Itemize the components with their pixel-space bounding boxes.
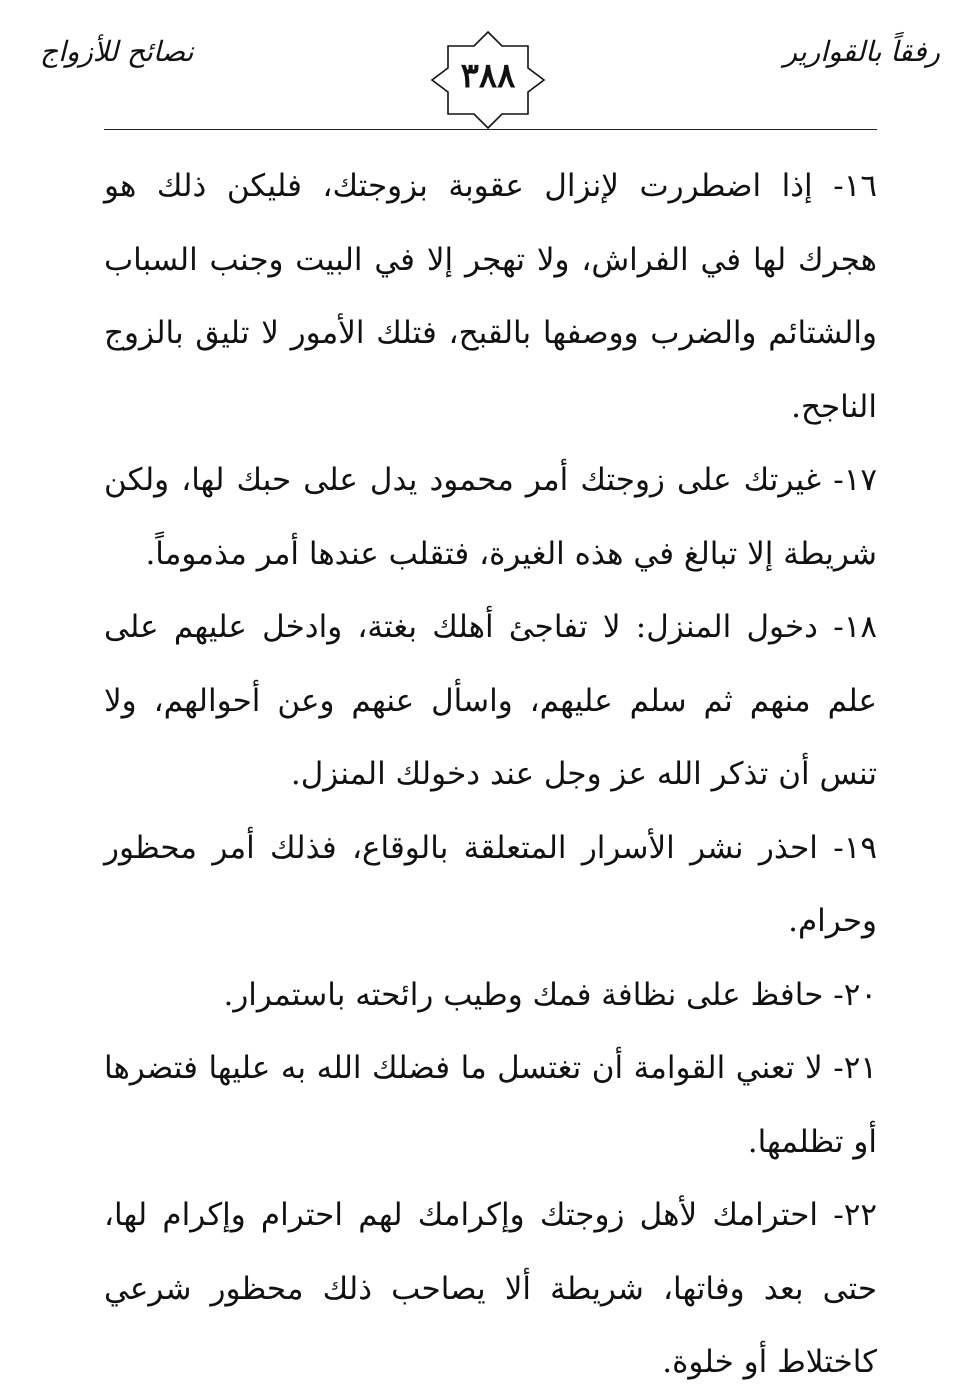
paragraph-17: ١٧- غيرتك على زوجتك أمر محمود يدل على حبك لها، ولكن شريطة إلا تبالغ في هذه الغيرة، فتقلب عندها أمر مذموماً. bbox=[104, 462, 877, 572]
page-number: ٣٨٨ bbox=[460, 56, 516, 96]
paragraph-19: ١٩- احذر نشر الأسرار المتعلقة بالوقاع، فذلك أمر محظور وحرام. bbox=[104, 829, 877, 939]
paragraph-18: ١٨- دخول المنزل: لا تفاجئ أهلك بغتة، وادخل عليهم على علم منهم ثم سلم عليهم، واسأل عنهم وعن أحوالهم، ولا تنس أن تذكر الله عز وجل عند دخولك المنزل. bbox=[104, 609, 877, 792]
paragraph-16: ١٦- إذا اضطررت لإنزال عقوبة بزوجتك، فليكن ذلك هو هجرك لها في الفراش، ولا تهجر إلا في البيت وجنب السباب والشتائم والضرب ووصفها بالقبح، فتلك الأمور لا تليق بالزوج الناجح. bbox=[104, 168, 877, 425]
book-title: رفقاً بالقوارير bbox=[783, 35, 940, 68]
page-number-badge bbox=[430, 30, 546, 130]
header-divider bbox=[104, 129, 877, 130]
paragraph-21: ٢١- لا تعني القوامة أن تغتسل ما فضلك الله به عليها فتضرها أو تظلمها. bbox=[104, 1050, 877, 1160]
paragraph-22: ٢٢- احترامك لأهل زوجتك وإكرامك لهم احترام وإكرام لها، حتى بعد وفاتها، شريطة ألا يصاحب ذلك محظور شرعي كاختلاط أو خلوة. bbox=[104, 1197, 877, 1380]
paragraph-20: ٢٠- حافظ على نظافة فمك وطيب رائحته باستمرار. bbox=[223, 976, 877, 1013]
page-body bbox=[104, 150, 877, 1400]
chapter-title: نصائح للأزواج bbox=[40, 35, 194, 68]
